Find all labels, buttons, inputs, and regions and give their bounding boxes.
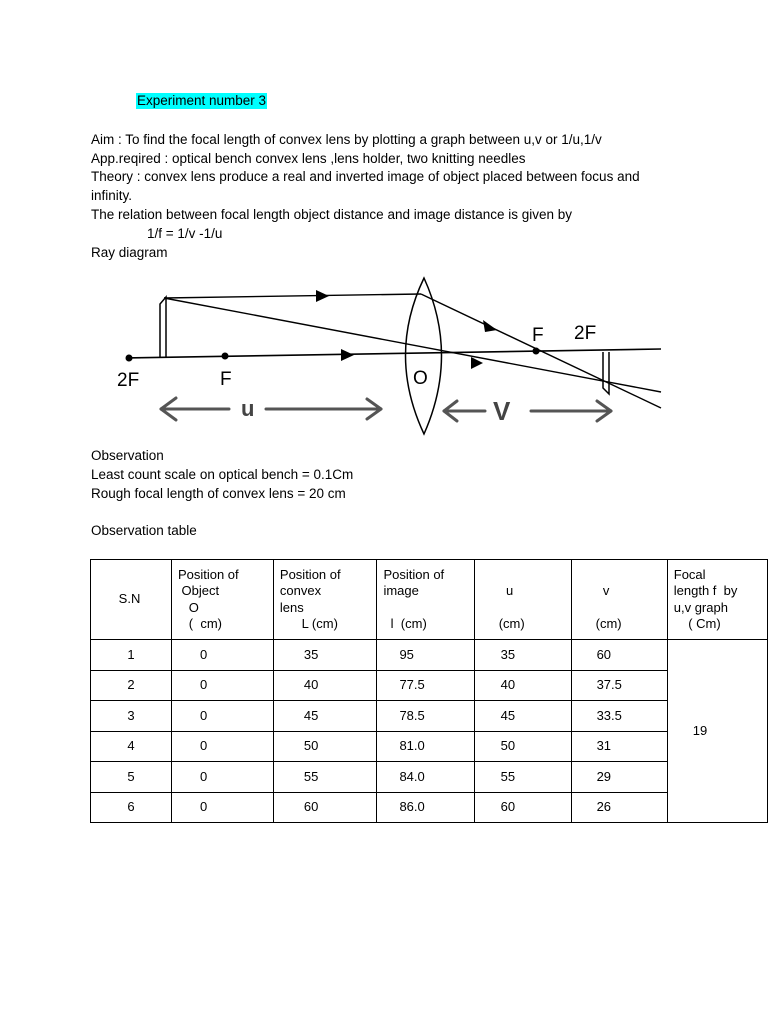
point-2f-left — [126, 355, 133, 362]
label-2f-right: 2F — [574, 323, 597, 344]
ray-focus-arrow — [483, 320, 497, 332]
cell-sn: 6 — [91, 792, 172, 823]
cell-image: 84.0 — [377, 762, 474, 793]
label-2f-left: 2F — [117, 370, 140, 391]
apparatus-line: App.reqired : optical bench convex lens ,lens holder, two knitting needles — [91, 151, 526, 166]
cell-v: 33.5 — [571, 701, 667, 732]
cell-sn: 3 — [91, 701, 172, 732]
axis-arrow-right — [471, 357, 483, 369]
cell-object: 0 — [171, 731, 273, 762]
cell-lens: 45 — [273, 701, 377, 732]
aim-line: Aim : To find the focal length of convex lens by plotting a graph between u,v or 1/u,1/v — [91, 132, 602, 147]
cell-sn: 1 — [91, 640, 172, 671]
ray-parallel — [164, 294, 421, 298]
cell-image: 77.5 — [377, 670, 474, 701]
cell-sn: 2 — [91, 670, 172, 701]
ray-parallel-arrow — [316, 290, 329, 302]
table-row — [91, 792, 768, 823]
label-f-left: F — [220, 369, 232, 390]
rough-focal-line: Rough focal length of convex lens = 20 cm — [91, 486, 346, 501]
cell-object: 0 — [171, 670, 273, 701]
cell-lens: 50 — [273, 731, 377, 762]
theory-line-continued: infinity. — [91, 188, 133, 203]
label-o: O — [413, 368, 428, 389]
ray-through-focus — [421, 294, 661, 408]
cell-object: 0 — [171, 762, 273, 793]
experiment-title: Experiment number 3 — [137, 93, 267, 108]
theory-line: Theory : convex lens produce a real and inverted image of object placed between focus and — [91, 169, 640, 184]
v-distance-arrow — [444, 401, 611, 421]
cell-v: 60 — [571, 640, 667, 671]
ray-diagram — [91, 268, 681, 446]
cell-object: 0 — [171, 701, 273, 732]
relation-line: The relation between focal length object distance and image distance is given by — [91, 207, 573, 222]
cell-u: 45 — [474, 701, 571, 732]
observation-table-heading: Observation table — [91, 523, 197, 538]
table-row — [91, 701, 768, 732]
cell-sn: 5 — [91, 762, 172, 793]
cell-v: 37.5 — [571, 670, 667, 701]
header-sn: S.N — [91, 560, 172, 640]
least-count-line: Least count scale on optical bench = 0.1Cm — [91, 467, 354, 482]
observation-heading: Observation — [91, 448, 164, 463]
point-f-right — [533, 348, 540, 355]
point-f-left — [222, 353, 229, 360]
principal-axis — [126, 349, 661, 358]
cell-v: 31 — [571, 731, 667, 762]
table-row — [91, 640, 768, 671]
ray-diagram-heading: Ray diagram — [91, 245, 168, 260]
cell-u: 60 — [474, 792, 571, 823]
cell-lens: 55 — [273, 762, 377, 793]
header-focal-length: Focal length f by u,v graph ( Cm) — [667, 560, 767, 640]
cell-image: 86.0 — [377, 792, 474, 823]
cell-u: 40 — [474, 670, 571, 701]
label-f-right: F — [532, 325, 544, 346]
lens-formula: 1/f = 1/v -1/u — [147, 226, 223, 241]
cell-focal-length: 19 — [667, 640, 767, 823]
cell-v: 29 — [571, 762, 667, 793]
axis-arrow-left — [341, 349, 354, 361]
label-u: u — [241, 396, 255, 421]
table-header-row — [91, 560, 768, 640]
cell-image: 78.5 — [377, 701, 474, 732]
cell-v: 26 — [571, 792, 667, 823]
table-row — [91, 731, 768, 762]
cell-u: 35 — [474, 640, 571, 671]
cell-u: 50 — [474, 731, 571, 762]
observation-table — [90, 559, 768, 823]
u-distance-arrow — [161, 398, 381, 420]
cell-image: 81.0 — [377, 731, 474, 762]
header-u: u (cm) — [474, 560, 571, 640]
table-row — [91, 762, 768, 793]
label-v: V — [493, 396, 511, 426]
cell-lens: 35 — [273, 640, 377, 671]
image-arrow — [603, 352, 609, 394]
cell-object: 0 — [171, 792, 273, 823]
header-lens-position: Position of convex lens L (cm) — [273, 560, 377, 640]
cell-image: 95 — [377, 640, 474, 671]
cell-object: 0 — [171, 640, 273, 671]
object-arrow — [160, 297, 166, 358]
cell-lens: 60 — [273, 792, 377, 823]
cell-sn: 4 — [91, 731, 172, 762]
header-object-position: Position of Object O ( cm) — [171, 560, 273, 640]
header-image-position: Position of image l (cm) — [377, 560, 474, 640]
table-row — [91, 670, 768, 701]
cell-u: 55 — [474, 762, 571, 793]
header-v: v (cm) — [571, 560, 667, 640]
cell-lens: 40 — [273, 670, 377, 701]
